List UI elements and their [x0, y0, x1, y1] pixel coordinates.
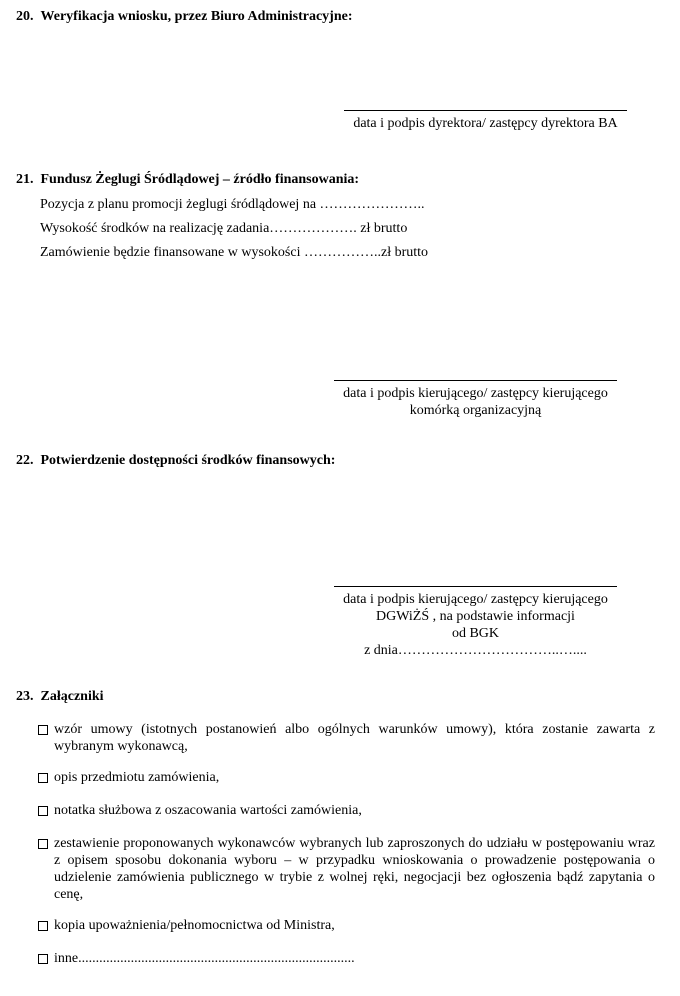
section-22-caption-line-3: od BGK: [451, 626, 500, 641]
section-20-number: 20.: [16, 9, 34, 24]
attachment-checkbox-contract-template[interactable]: [38, 725, 48, 735]
attachment-item-contract-template: wzór umowy (istotnych postanowień albo ogólnych warunków umowy), która zostanie zawarta z wybranym wykonawcą,: [54, 722, 655, 754]
section-21-title: Fundusz Żeglugi Śródlądowej – źródło finansowania:: [40, 172, 360, 187]
section-21-line-financing-amount: Zamówienie będzie finansowane w wysokości ……………..zł brutto: [40, 245, 429, 260]
section-21-caption-line-2: komórką organizacyjną: [409, 403, 542, 418]
section-20-title: Weryfikacja wniosku, przez Biuro Administracyjne:: [40, 9, 353, 24]
attachment-checkbox-value-estimate-note[interactable]: [38, 806, 48, 816]
attachment-checkbox-contractors-list[interactable]: [38, 839, 48, 849]
attachment-item-contractors-list: zestawienie proponowanych wykonawców wybranych lub zaproszonych do udziału w postępowaniu wraz z opisem sposobu dokonania wyboru – w przypadku wnioskowania o prowadzenie postępowania o udzielenie zamówienia publicznego w trybie z wolnej ręki, negocjacji bez ogłoszenia bądź zapytania o cenę,: [54, 836, 655, 902]
section-21-line-funds-amount: Wysokość środków na realizację zadania………………. zł brutto: [40, 221, 408, 236]
section-23-heading: [16, 689, 104, 705]
attachment-checkbox-other[interactable]: [38, 954, 48, 964]
section-22-caption-line-4: z dnia……………………………..…....: [364, 643, 587, 658]
section-22-number: 22.: [16, 453, 34, 468]
attachment-item-minister-authorization: kopia upoważnienia/pełnomocnictwa od Ministra,: [54, 918, 335, 933]
attachment-checkbox-minister-authorization[interactable]: [38, 921, 48, 931]
section-21-signature-line: [334, 380, 617, 381]
attachment-item-value-estimate-note: notatka służbowa z oszacowania wartości zamówienia,: [54, 803, 362, 818]
section-23-number: 23.: [16, 689, 34, 704]
section-21-signature-caption: [334, 385, 617, 419]
section-21-heading: [16, 172, 359, 188]
section-22-heading: [16, 453, 335, 469]
section-23-title: Załączniki: [40, 689, 104, 704]
section-20-signature-line: [344, 110, 627, 111]
section-21-caption-line-1: data i podpis kierującego/ zastępcy kierującego: [343, 386, 608, 401]
attachment-item-subject-description: opis przedmiotu zamówienia,: [54, 770, 220, 785]
section-20-caption-line: data i podpis dyrektora/ zastępcy dyrektora BA: [353, 116, 618, 131]
section-21-line-plan-position: Pozycja z planu promocji żeglugi śródlądowej na …………………..: [40, 197, 425, 212]
section-22-signature-caption: [334, 591, 617, 659]
section-20-signature-caption: [344, 115, 627, 132]
section-22-caption-line-2: DGWiŻŚ , na podstawie informacji: [376, 609, 575, 624]
attachment-checkbox-subject-description[interactable]: [38, 773, 48, 783]
section-22-title: Potwierdzenie dostępności środków finansowych:: [40, 453, 336, 468]
section-22-caption-line-1: data i podpis kierującego/ zastępcy kierującego: [343, 592, 608, 607]
section-22-signature-line: [334, 586, 617, 587]
attachment-item-other: inne...............................................................................: [54, 951, 355, 966]
section-21-number: 21.: [16, 172, 34, 187]
section-20-heading: [16, 9, 353, 25]
